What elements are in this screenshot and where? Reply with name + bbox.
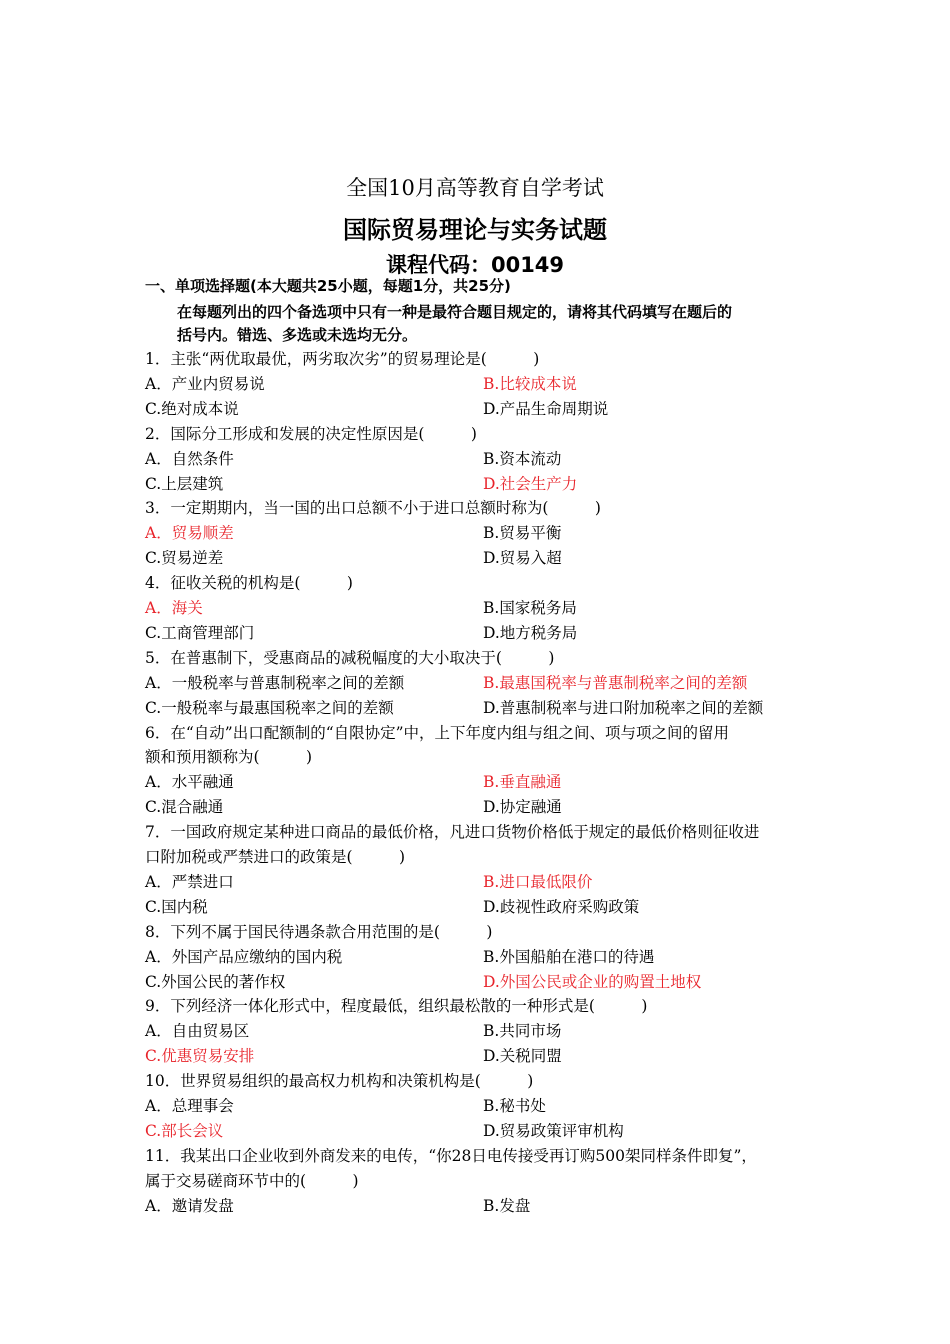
question-3-option-c: C.贸易逆差 <box>145 549 224 568</box>
question-4-stem: 4．征收关税的机构是( ) <box>145 574 353 593</box>
exam-title: 全国10月高等教育自学考试 <box>346 176 604 200</box>
question-9-stem: 9．下列经济一体化形式中，程度最低，组织最松散的一种形式是( ) <box>145 997 648 1016</box>
question-11-option-a: A．邀请发盘 <box>145 1196 234 1215</box>
question-9-option-d: D.关税同盟 <box>483 1047 562 1066</box>
question-1-option-d: D.产品生命周期说 <box>483 399 609 418</box>
question-8-option-b: B.外国船舶在港口的待遇 <box>483 947 655 966</box>
question-2-option-a: A．自然条件 <box>145 449 234 468</box>
section-instruction-line-2: 括号内。错选、多选或未选均无分。 <box>177 326 418 344</box>
question-11-stem-line-2: 属于交易磋商环节中的( ) <box>145 1171 359 1190</box>
question-3-option-a: A．贸易顺差 <box>145 524 234 543</box>
question-6-stem-line-1: 6．在“自动”出口配额制的“自限协定”中，上下年度内组与组之间、项与项之间的留用 <box>145 723 730 742</box>
question-3-option-d: D.贸易入超 <box>483 549 562 568</box>
question-11-stem-line-1: 11．我某出口企业收到外商发来的电传，“你28日电传接受再订购500架同样条件即复”， <box>145 1146 757 1165</box>
question-4-option-c: C.工商管理部门 <box>145 623 255 642</box>
question-5-option-d: D.普惠制税率与进口附加税率之间的差额 <box>483 698 764 717</box>
question-6-option-a: A．水平融通 <box>145 773 234 792</box>
question-7-option-c: C.国内税 <box>145 897 208 916</box>
question-10-stem: 10．世界贸易组织的最高权力机构和决策机构是( ) <box>145 1072 534 1091</box>
question-4-option-b: B.国家税务局 <box>483 599 577 617</box>
question-2-option-c: C.上层建筑 <box>145 474 224 493</box>
question-7-option-d: D.歧视性政府采购政策 <box>483 897 640 916</box>
question-4-option-d: D.地方税务局 <box>483 623 578 642</box>
question-4-option-a: A．海关 <box>145 599 203 617</box>
question-1-option-c: C.绝对成本说 <box>145 399 239 418</box>
question-10-option-d: D.贸易政策评审机构 <box>483 1121 624 1140</box>
question-11-option-b: B.发盘 <box>483 1196 531 1215</box>
question-6-stem-line-2: 额和预用额称为( ) <box>145 748 313 767</box>
question-5-option-a: A．一般税率与普惠制税率之间的差额 <box>145 673 405 692</box>
question-1-option-a: A．产业内贸易说 <box>145 374 265 393</box>
question-9-option-c: C.优惠贸易安排 <box>145 1047 255 1066</box>
question-9-option-a: A．自由贸易区 <box>145 1022 250 1041</box>
question-6-option-c: C.混合融通 <box>145 798 224 817</box>
section-instruction-line-1: 在每题列出的四个备选项中只有一种是最符合题目规定的，请将其代码填写在题后的 <box>177 303 733 321</box>
section-heading: 一、单项选择题(本大题共25小题，每题1分，共25分) <box>145 277 511 295</box>
question-7-option-b: B.进口最低限价 <box>483 872 593 891</box>
question-10-option-b: B.秘书处 <box>483 1097 546 1115</box>
question-2-option-b: B.资本流动 <box>483 449 562 468</box>
question-7-stem-line-2: 口附加税或严禁进口的政策是( ) <box>145 848 406 866</box>
question-8-option-a: A．外国产品应缴纳的国内税 <box>145 947 343 966</box>
question-5-stem: 5．在普惠制下，受惠商品的减税幅度的大小取决于( ) <box>145 648 555 667</box>
question-10-option-a: A．总理事会 <box>145 1097 234 1115</box>
question-10-option-c: C.部长会议 <box>145 1121 224 1140</box>
question-8-stem: 8．下列不属于国民待遇条款合用范围的是( ) <box>145 922 493 941</box>
question-2-option-d: D.社会生产力 <box>483 474 578 493</box>
question-6-option-d: D.协定融通 <box>483 798 562 817</box>
question-6-option-b: B.垂直融通 <box>483 773 562 792</box>
question-9-option-b: B.共同市场 <box>483 1022 562 1041</box>
question-3-option-b: B.贸易平衡 <box>483 524 562 543</box>
subject-title: 国际贸易理论与实务试题 <box>343 216 607 244</box>
question-5-option-b: B.最惠国税率与普惠制税率之间的差额 <box>483 673 748 692</box>
question-1-option-b: B.比较成本说 <box>483 374 577 393</box>
question-5-option-c: C.一般税率与最惠国税率之间的差额 <box>145 698 394 717</box>
course-code: 课程代码：00149 <box>385 253 565 277</box>
question-1-stem: 1．主张“两优取最优，两劣取次劣”的贸易理论是( ) <box>145 350 540 368</box>
question-3-stem: 3．一定期期内，当一国的出口总额不小于进口总额时称为( ) <box>145 499 601 518</box>
question-2-stem: 2．国际分工形成和发展的决定性原因是( ) <box>145 424 477 443</box>
question-8-option-d: D.外国公民或企业的购置土地权 <box>483 972 702 991</box>
question-7-option-a: A．严禁进口 <box>145 872 234 891</box>
question-8-option-c: C.外国公民的著作权 <box>145 972 286 991</box>
question-7-stem-line-1: 7．一国政府规定某种进口商品的最低价格，凡进口货物价格低于规定的最低价格则征收进 <box>145 823 760 842</box>
